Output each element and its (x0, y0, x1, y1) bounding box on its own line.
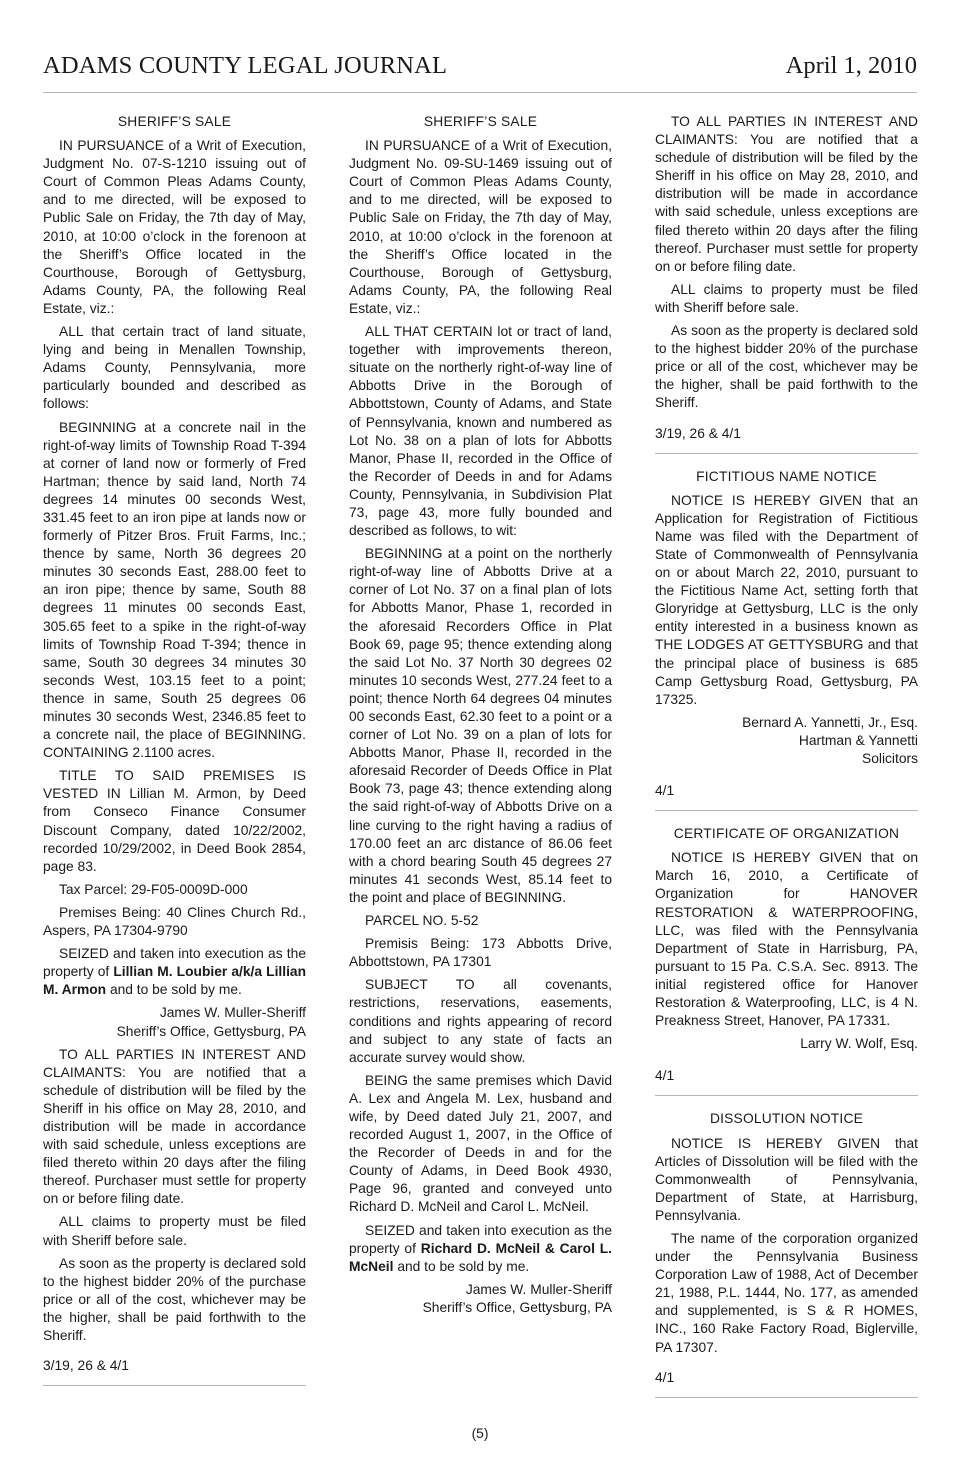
column-3 (655, 113, 918, 1412)
premises: Premises Being: 40 Clines Church Rd., Aspers, PA 17304-9790 (43, 904, 306, 939)
attorney-role: Solicitors (862, 751, 918, 766)
notice-paragraph: TO ALL PARTIES IN INTEREST AND CLAIMANTS: You are notified that a schedule of distribution will be filed by the Sheriff in his office on May 28, 2010, and distribution will be made in accordance with said schedule, unless exceptions are filed thereto within 20 days after the filing thereof. Purchaser must settle for property on or before filing date. (43, 1046, 306, 1207)
notice-divider (43, 1385, 306, 1386)
defendant-name: Richard D. McNeil & Carol L. McNeil (349, 1240, 612, 1274)
notice-divider (655, 1397, 918, 1398)
notice-paragraph: ALL claims to property must be filed with Sheriff before sale. (43, 1214, 306, 1248)
sheriff-signature: James W. Muller-Sheriff (465, 1281, 612, 1297)
publication-dates: 4/1 (655, 783, 675, 799)
notice-paragraph: IN PURSUANCE of a Writ of Execution, Judgment No. 07-S-1210 issuing out of Court of Common Pleas Adams County, and to me directed, will be exposed to Public Sale on Friday, the 7th day of May, 2010, at 10:00 o’clock in the forenoon at the Sheriff’s Office located in the Courthouse, Borough of Gettysburg, Adams County, PA, the following Real Estate, viz.: (43, 138, 306, 316)
notice-title: SHERIFF’S SALE (423, 114, 538, 129)
publication-dates: 4/1 (655, 1369, 675, 1385)
notice-paragraph: NOTICE IS HEREBY GIVEN that on March 16, 2010, a Certificate of Organization for HANOVER RESTORATION & WATERPROOFING, LLC, was filed with the Pennsylvania Department of State in Harrisburg, PA, pursuant to 15 Pa. C.S.A. Sec. 8913. The initial registered office for Hanover Restoration & Waterproofing, LLC, is 4 N. Preakness Street, Hanover, PA 17331. (655, 850, 918, 1029)
notice-paragraph: The name of the corporation organized under the Pennsylvania Business Corporation Law of 1988, Act of December 21, 1988, P.L. 1444, No. 177, as amended and supplemented, is S & R HOMES, INC., 160 Rake Factory Road, Biglerville, PA 17307. (655, 1230, 918, 1355)
notice-paragraph: ALL claims to property must be filed with Sheriff before sale. (655, 281, 918, 315)
column-1 (43, 113, 306, 1400)
notice-paragraph: SUBJECT TO all covenants, restrictions, reservations, easements, conditions and rights appearing of record and subject to any state of facts an accurate survey would show. (349, 977, 612, 1065)
notice-paragraph: NOTICE IS HEREBY GIVEN that an Application for Registration of Fictitious Name was filed with the Department of State of Commonwealth of Pennsylvania on or about March 22, 2010, pursuant to the Fictitious Name Act, setting forth that Gloryridge at Gettysburg, LLC is the only entity interested in a business known as THE LODGES AT GETTYSBURG and that the principal place of business is 685 Camp Gettysburg Road, Gettysburg, PA 17325. (655, 492, 918, 707)
notice-paragraph: TITLE TO SAID PREMISES IS VESTED IN Lillian M. Armon, by Deed from Conseco Finance Consumer Discount Company, dated 10/22/2002, recorded 10/29/2002, in Deed Book 2854, page 83. (43, 768, 306, 874)
seizure-paragraph: SEIZED and taken into execution as the property of Lillian M. Loubier a/k/a Lillian M. Armon and to be sold by me. (43, 946, 306, 998)
notice-paragraph: BEING the same premises which David A. Lex and Angela M. Lex, husband and wife, by Deed dated July 21, 2007, and recorded August 1, 2007, in the Office of the Recorder of Deeds in and for the County of Adams, in Deed Book 4930, Page 96, granted and conveyed unto Richard D. McNeil and Carol L. McNeil. (349, 1072, 612, 1215)
notice-paragraph: TO ALL PARTIES IN INTEREST AND CLAIMANTS: You are notified that a schedule of distribution will be filed by the Sheriff in his office on May 28, 2010, and distribution will be made in accordance with said schedule, unless exceptions are filed thereto within 20 days after the filing thereof. Purchaser must settle for property on or before filing date. (655, 114, 918, 274)
premises: Premisis Being: 173 Abbotts Drive, Abbottstown, PA 17301 (349, 936, 612, 970)
notice-title: SHERIFF’S SALE (117, 114, 232, 129)
notice-paragraph: BEGINNING at a point on the northerly right-of-way line of Abbotts Drive at a corner of Lot No. 37 on a final plan of lots for Abbotts Manor, Phase 1, recorded in the aforesaid Recorders Office in Plat Book 69, page 95; thence extending along the said Lot No. 37 North 30 degrees 02 minutes 10 seconds West, 277.24 feet to a point; thence North 64 degrees 04 minutes 00 seconds East, 62.30 feet to a point or a corner of Lot No. 39 on a plan of lots for Abbotts Manor, Phase II, recorded in the aforesaid Recorder of Deeds Office in Plat Book 73, page 43; thence extending along the said right-of-way of Abbotts Drive on a line curving to the right having a radius of 170.00 feet an arc distance of 86.06 feet with a chord bearing South 45 degrees 27 minutes 41 seconds West, 85.14 feet to the point and place of BEGINNING. (349, 546, 612, 905)
notice-title: FICTITIOUS NAME NOTICE (696, 468, 877, 484)
sheriff-office: Sheriff’s Office, Gettysburg, PA (116, 1023, 306, 1039)
notice-paragraph: As soon as the property is declared sold to the highest bidder 20% of the purchase price or all of the cost, whichever may be the higher, shall be paid forthwith to the Sheriff. (655, 323, 918, 411)
law-firm: Hartman & Yannetti (798, 732, 918, 748)
notice-paragraph: ALL THAT CERTAIN lot or tract of land, together with improvements thereon, situate on the northerly right-of-way line of Abbotts Drive in the Borough of Abbottstown, County of Adams, and State of Pennsylvania, known and numbered as Lot No. 38 on a plan of lots for Abbotts Manor, Phase II, recorded in the Office of the Recorder of Deeds in and for Adams County, Pennsylvania, in Subdivision Plat 73, page 43, more fully bounded and described as follows, to wit: (349, 324, 612, 539)
publication-dates: 4/1 (655, 1068, 675, 1084)
notice-divider (655, 453, 918, 454)
notice-paragraph: NOTICE IS HEREBY GIVEN that Articles of Dissolution will be filed with the Commonwealth of Pennsylvania, Department of State, at Harrisburg, Pennsylvania. (655, 1135, 918, 1223)
notice-divider (655, 810, 918, 811)
notice-paragraph: BEGINNING at a concrete nail in the right-of-way limits of Township Road T-394 at corner of land now or formerly of Fred Hartman; thence by said land, North 74 degrees 14 minutes 00 seconds West, 331.45 feet to an iron pipe at lands now or formerly of Pitzer Bros. Fruit Farms, Inc.; thence by same, North 36 degrees 20 minutes 30 seconds East, 288.00 feet to an iron pipe; thence by same, South 88 degrees 11 minutes 00 seconds East, 305.65 feet to a spike in the right-of-way limits of Township Road T-394; thence in same, South 30 degrees 34 minutes 30 seconds West, 103.15 feet to a point; thence in same, South 25 degrees 06 minutes 30 seconds West, 2346.85 feet to a concrete nail, the place of BEGINNING. CONTAINING 2.1100 acres. (43, 419, 306, 761)
header-divider (43, 92, 917, 93)
notice-divider (655, 1095, 918, 1096)
defendant-name: Lillian M. Loubier a/k/a Lillian M. Armon (43, 964, 306, 998)
notice-paragraph: ALL that certain tract of land situate, lying and being in Menallen Township, Adams County, Pennsylvania, more particularly bounded and described as follows: (43, 324, 306, 412)
parcel-number: PARCEL NO. 5-52 (365, 913, 479, 929)
journal-title: ADAMS COUNTY LEGAL JOURNAL (43, 52, 448, 79)
notice-title: CERTIFICATE OF ORGANIZATION (673, 826, 900, 842)
seizure-paragraph: SEIZED and taken into execution as the property of Richard D. McNeil & Carol L. McNeil and to be sold by me. (349, 1222, 612, 1274)
publication-dates: 3/19, 26 & 4/1 (655, 425, 741, 441)
sheriff-office: Sheriff’s Office, Gettysburg, PA (422, 1299, 612, 1315)
page-number: (5) (471, 1426, 489, 1441)
issue-date: April 1, 2010 (785, 52, 917, 79)
publication-dates: 3/19, 26 & 4/1 (43, 1358, 129, 1374)
tax-parcel: Tax Parcel: 29-F05-0009D-000 (59, 881, 248, 897)
sheriff-signature: James W. Muller-Sheriff (159, 1005, 306, 1021)
notice-title: DISSOLUTION NOTICE (709, 1111, 864, 1127)
page-header (43, 52, 917, 84)
column-2 (349, 113, 612, 1317)
notice-paragraph: As soon as the property is declared sold to the highest bidder 20% of the purchase price or all of the cost, whichever may be the higher, shall be paid forthwith to the Sheriff. (43, 1255, 306, 1343)
attorney-signature: Bernard A. Yannetti, Jr., Esq. (742, 714, 918, 730)
notice-paragraph: IN PURSUANCE of a Writ of Execution, Judgment No. 09-SU-1469 issuing out of Court of Common Pleas Adams County, and to me directed, will be exposed to Public Sale on Friday, the 7th day of May, 2010, at 10:00 o’clock in the forenoon at the Sheriff’s Office located in the Courthouse, Borough of Gettysburg, Adams County, PA, the following Real Estate, viz.: (349, 138, 612, 316)
attorney-signature: Larry W. Wolf, Esq. (800, 1036, 918, 1052)
